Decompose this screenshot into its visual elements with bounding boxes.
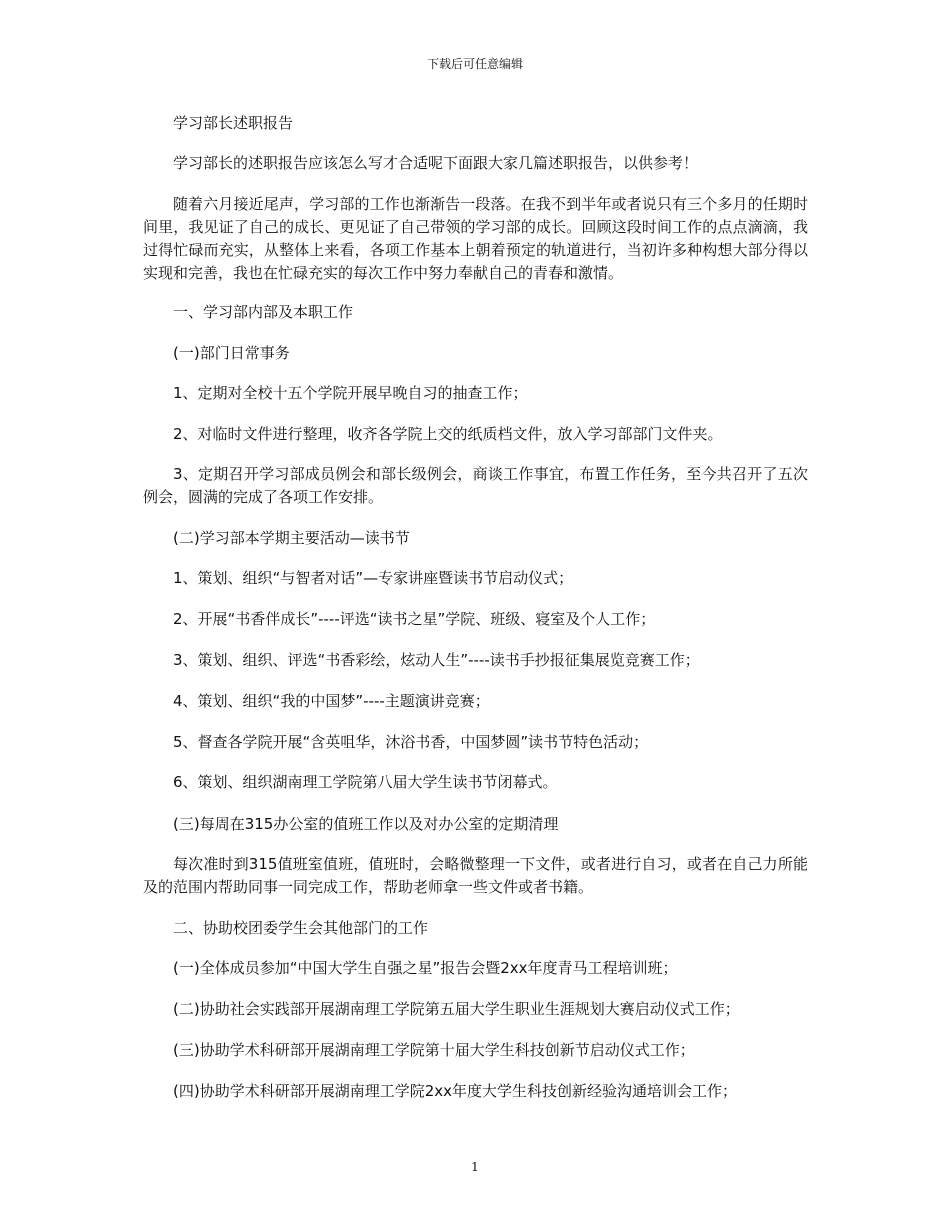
- list-item: 3、定期召开学习部成员例会和部长级例会，商谈工作事宜，布置工作任务，至今共召开了五次例会，圆满的完成了各项工作安排。: [143, 465, 808, 506]
- page-number: 1: [471, 1160, 479, 1174]
- list-item: 2、对临时文件进行整理，收齐各学院上交的纸质档文件，放入学习部部门文件夹。: [173, 425, 723, 443]
- body-paragraph: 随着六月接近尾声，学习部的工作也渐渐告一段落。在我不到半年或者说只有三个多月的任期时间里，我见证了自己的成长、更见证了自己带领的学习部的成长。回顾这段时间工作的点点滴滴，我过得忙碌而充实，从整体上来看，各项工作基本上朝着预定的轨道进行，当初许多种构想大部分得以实现和完善，我也在忙碌充实的每次工作中努力奉献自己的青春和激情。: [143, 195, 808, 282]
- subsection-heading: (三)每周在315办公室的值班工作以及对办公室的定期清理: [173, 815, 559, 833]
- subsection-heading: (一)部门日常事务: [173, 344, 290, 362]
- body-paragraph: 每次准时到315值班室值班，值班时，会略微整理一下文件，或者进行自习，或者在自己力所能及的范围内帮助同事一同完成工作，帮助老师拿一些文件或者书籍。: [143, 855, 808, 896]
- list-item: 1、定期对全校十五个学院开展早晚自习的抽查工作；: [173, 384, 528, 402]
- list-item: 4、策划、组织“我的中国梦”----主题演讲竞赛；: [173, 692, 490, 710]
- intro-paragraph: 学习部长的述职报告应该怎么写才合适呢下面跟大家几篇述职报告，以供参考！: [173, 154, 699, 172]
- list-item: 5、督查各学院开展“含英咀华，沐浴书香，中国梦圆”读书节特色活动；: [173, 733, 649, 751]
- page-header: 下载后可任意编辑: [426, 57, 523, 71]
- list-item: (三)协助学术科研部开展湖南理工学院第十届大学生科技创新节启动仪式工作；: [173, 1041, 695, 1059]
- list-item: (二)协助社会实践部开展湖南理工学院第五届大学生职业生涯规划大赛启动仪式工作；: [173, 1000, 740, 1018]
- list-item: 6、策划、组织湖南理工学院第八届大学生读书节闭幕式。: [173, 773, 558, 791]
- subsection-heading: (二)学习部本学期主要活动—读书节: [173, 529, 410, 547]
- list-item: 1、策划、组织“与智者对话”—专家讲座暨读书节启动仪式；: [173, 569, 574, 587]
- list-item: (一)全体成员参加“中国大学生自强之星”报告会暨2xx年度青马工程培训班；: [173, 959, 678, 977]
- section-heading: 二、协助校团委学生会其他部门的工作: [173, 919, 429, 937]
- section-heading: 一、学习部内部及本职工作: [173, 303, 354, 321]
- list-item: 3、策划、组织、评选“书香彩绘，炫动人生”----读书手抄报征集展览竞赛工作；: [173, 651, 700, 669]
- list-item: (四)协助学术科研部开展湖南理工学院2xx年度大学生科技创新经验沟通培训会工作；: [173, 1082, 738, 1100]
- document-title: 学习部长述职报告: [173, 114, 294, 132]
- list-item: 2、开展“书香伴成长”----评选“读书之星”学院、班级、寝室及个人工作；: [173, 610, 656, 628]
